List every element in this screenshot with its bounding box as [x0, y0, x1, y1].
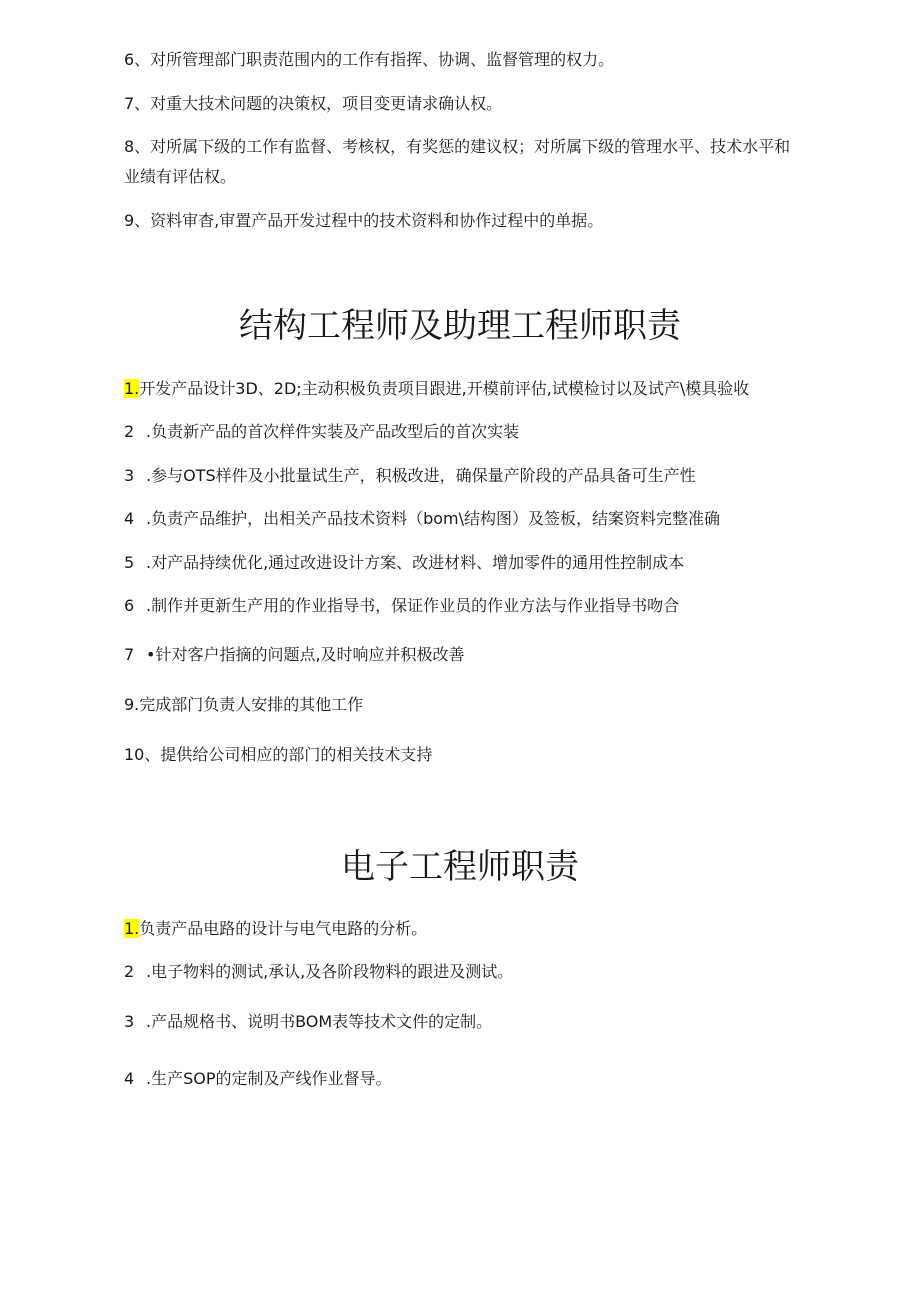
item-number: 7 — [124, 645, 135, 664]
structural-item-7 — [124, 640, 465, 670]
item-number: 3 — [124, 1012, 135, 1031]
item-number: 2 — [124, 422, 135, 441]
electronic-engineer-heading: 电子工程师职责 — [341, 847, 579, 887]
structural-item-2 — [124, 417, 519, 447]
structural-item-10: 10、提供给公司相应的部门的相关技术支持 — [124, 745, 433, 764]
structural-item-1-marker: 1. — [124, 379, 140, 398]
electronic-item-1-text: 负责产品电路的设计与电气电路的分析。 — [139, 919, 428, 938]
item-number: 4 — [124, 1069, 135, 1088]
responsibility-item-6: 6、对所管理部门职责范围内的工作有指挥、协调、监督管理的权力。 — [124, 50, 615, 69]
item-text: .电子物料的测试,承认,及各阶段物料的跟进及测试。 — [146, 962, 514, 981]
item-number: 4 — [124, 509, 135, 528]
item-number: 5 — [124, 553, 135, 572]
structural-item-9: 9.完成部门负责人安排的其他工作 — [124, 695, 364, 714]
structural-item-6 — [124, 591, 679, 621]
item-text: •针对客户指摘的问题点,及时响应并积极改善 — [146, 645, 465, 664]
structural-item-1 — [124, 374, 749, 404]
electronic-item-3 — [124, 1007, 492, 1037]
item-text: .负责新产品的首次样件实装及产品改型后的首次实装 — [146, 422, 520, 441]
electronic-item-1 — [124, 914, 427, 944]
item-text: .产品规格书、说明书BOM表等技术文件的定制。 — [146, 1012, 493, 1031]
item-text: .对产品持续优化,通过改进设计方案、改进材料、增加零件的通用性控制成本 — [146, 553, 685, 572]
responsibility-item-7: 7、对重大技术问题的决策权，项目变更请求确认权。 — [124, 94, 503, 113]
electronic-item-1-marker: 1. — [124, 919, 140, 938]
structural-engineer-heading: 结构工程师及助理工程师职责 — [239, 306, 681, 346]
item-text: .负责产品维护，出相关产品技术资料（bom\结构图）及签板，结案资料完整准确 — [146, 509, 721, 528]
electronic-item-2 — [124, 957, 513, 987]
item-number: 3 — [124, 466, 135, 485]
structural-item-3 — [124, 461, 696, 491]
responsibility-item-9: 9、资料审杳,审置产品开发过程中的技术资料和协作过程中的单据。 — [124, 211, 604, 230]
responsibility-item-8: 8、对所属下级的工作有监督、考核权，有奖惩的建议权；对所属下级的管理水平、技术水平和业绩有评估权。 — [124, 137, 791, 186]
item-text: .参与OTS样件及小批量试生产，积极改进，确保量产阶段的产品具备可生产性 — [146, 466, 696, 485]
electronic-item-4 — [124, 1064, 392, 1094]
item-text: .生产SOP的定制及产线作业督导。 — [146, 1069, 392, 1088]
structural-item-1-text: 开发产品设计3D、2D;主动积极负责项目跟进,开模前评估,试模检讨以及试产\模具验收 — [139, 379, 750, 398]
item-number: 2 — [124, 962, 135, 981]
item-number: 6 — [124, 596, 135, 615]
structural-item-4 — [124, 504, 720, 534]
item-text: .制作并更新生产用的作业指导书，保证作业员的作业方法与作业指导书吻合 — [146, 596, 680, 615]
structural-item-5 — [124, 548, 684, 578]
